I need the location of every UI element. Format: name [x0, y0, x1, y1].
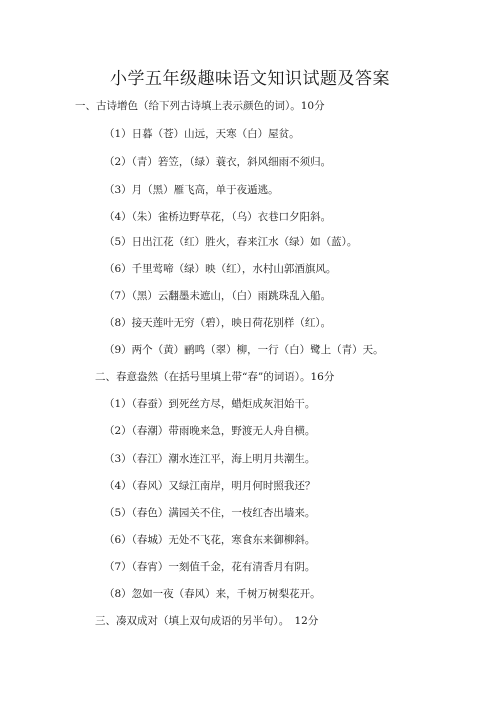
list-item: （9）两个（黄）鹂鸣（翠）柳，一行（白）鹭上（青）天。	[104, 344, 384, 356]
list-item: （1）日暮（苍）山远，天寒（白）屋贫。	[104, 128, 300, 140]
list-item: （4）（春风）又绿江南岸，明月何时照我还？	[104, 480, 316, 492]
list-item: （4）（朱）雀桥边野草花，（乌）衣巷口夕阳斜。	[104, 211, 332, 223]
list-item: （6）（春城）无处不飞花，寒食东来御柳斜。	[104, 534, 316, 546]
list-item: （7）（春宵）一刻值千金，花有清香月有阴。	[104, 561, 316, 573]
list-item: （7）（黑）云翻墨未遮山，（白）雨跳珠乱入船。	[104, 290, 332, 302]
list-item: （6）千里莺啼（绿）映（红），水村山郭酒旗风。	[104, 263, 337, 275]
page-title: 小学五年级趣味语文知识试题及答案	[110, 69, 390, 89]
list-item: （5）日出江花（红）胜火，春来江水（绿）如（蓝）。	[104, 236, 358, 248]
list-item: （1）（春蚕）到死丝方尽，蜡炬成灰泪始干。	[104, 398, 316, 410]
list-item: （2）（青）箬笠，（绿）蓑衣，斜风细雨不须归。	[104, 156, 332, 168]
section-heading-2: 二、春意盎然（在括号里填上带“春”的词语）。16分	[95, 371, 335, 383]
section-heading-3: 三、凑双成对（填上双句成语的另半句）。 12分	[95, 615, 319, 627]
list-item: （8）接天莲叶无穷（碧），映日荷花别样（红）。	[104, 317, 332, 329]
list-item: （2）（春潮）带雨晚来急，野渡无人舟自横。	[104, 425, 316, 437]
list-item: （8）忽如一夜（春风）来，千树万树梨花开。	[104, 588, 321, 600]
list-item: （3）月（黑）雁飞高，单于夜遁逃。	[104, 184, 279, 196]
list-item: （3）（春江）潮水连江平，海上明月共潮生。	[104, 453, 316, 465]
section-heading-1: 一、古诗增色（给下列古诗填上表示颜色的词）。10分	[75, 100, 325, 112]
list-item: （5）（春色）满园关不住，一枝红杏出墙来。	[104, 507, 316, 519]
